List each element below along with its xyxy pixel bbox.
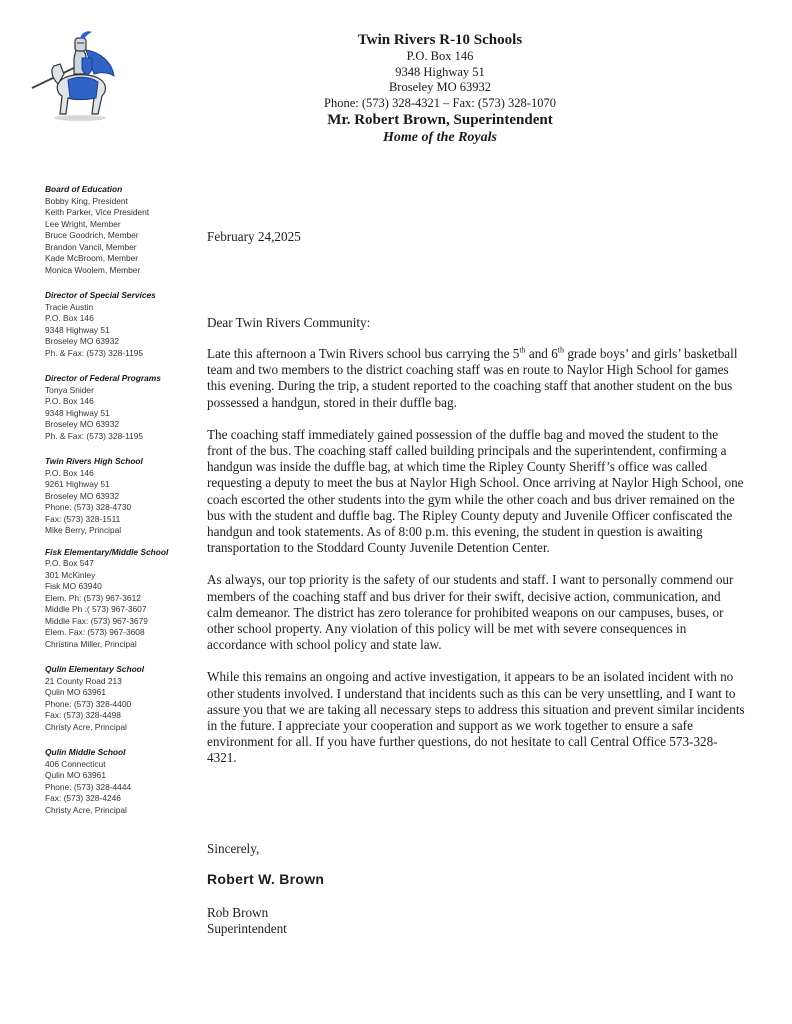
directory-line: Phone: (573) 328-4730 — [45, 502, 132, 512]
directory-section-heading: Fisk Elementary/Middle School — [45, 546, 169, 557]
directory-line: 406 Connecticut — [45, 758, 106, 769]
directory-section-heading: Qulin Elementary School — [45, 664, 145, 674]
directory-line: Broseley MO 63932 — [45, 336, 120, 346]
directory-section — [45, 290, 195, 359]
directory-line: Broseley MO 63932 — [45, 419, 120, 429]
signer-name: Rob Brown — [207, 905, 269, 920]
directory-line: 21 County Road 213 — [45, 675, 122, 686]
paragraph-2: The coaching staff immediately gained possession of the duffle bag and moved the student to the front of the bus. The coaching staff called building principals and the superintendent, confirming a handgun was inside the duffle bag, at which time the Ripley County Sheriff’s office was called requesting a deputy to meet the bus at Naylor High School. Once arriving at Naylor High School, one coach escorted the other students into the gym while the other coach and bus driver remained on the bus with the student and duffle bag. The Ripley County deputy and Juvenile Officer confiscated the handgun and took statements. As of 8:00 p.m. this evening, the student in question is awaiting transportation to the Stoddard County Juvenile Detention Center. — [207, 426, 744, 556]
directory-section — [45, 747, 195, 816]
letterhead — [270, 31, 610, 146]
directory-section — [45, 664, 195, 733]
directory-section-heading: Director of Special Services — [45, 290, 156, 300]
directory-line: 9261 Highway 51 — [45, 479, 110, 489]
directory-section — [45, 456, 195, 537]
directory-line: Christina Miller, Principal — [45, 638, 137, 649]
signer-block — [207, 905, 287, 937]
directory-line: Bruce Goodrich, Member — [45, 230, 139, 240]
directory-section-heading: Twin Rivers High School — [45, 456, 143, 466]
directory-line: Fisk MO 63940 — [45, 581, 102, 591]
directory-section — [45, 547, 195, 651]
directory-line: Broseley MO 63932 — [45, 490, 120, 501]
directory-line: Bobby King, President — [45, 195, 128, 206]
directory-line: Mike Berry, Principal — [45, 525, 122, 535]
street-address: 9348 Highway 51 — [395, 64, 485, 79]
directory-line: Brandon Vancil, Member — [45, 241, 137, 252]
directory-section — [45, 184, 195, 276]
directory-line: Elem. Ph: (573) 967-3612 — [45, 592, 141, 603]
directory-line: P.O. Box 547 — [45, 558, 94, 568]
superintendent-name: Mr. Robert Brown, Superintendent — [327, 112, 553, 128]
directory-line: Middle Ph :( 573) 967-3607 — [45, 604, 147, 614]
directory-line: 9348 Highway 51 — [45, 407, 110, 418]
organization-name: Twin Rivers R-10 Schools — [357, 32, 523, 48]
staff-directory-sidebar — [45, 184, 195, 830]
directory-line: Phone: (573) 328-4400 — [45, 698, 132, 709]
directory-line: Qulin MO 63961 — [45, 770, 106, 780]
directory-line: Kade McBroom, Member — [45, 253, 139, 263]
directory-line: Christy Acre, Principal — [45, 804, 127, 815]
tagline: Home of the Royals — [383, 130, 497, 145]
directory-line: Fax: (573) 328-4246 — [45, 793, 121, 803]
letter-date: February 24,2025 — [207, 229, 301, 244]
directory-section-heading: Director of Federal Programs — [45, 373, 161, 383]
directory-line: Middle Fax: (573) 967-3679 — [45, 615, 148, 626]
directory-line: Phone: (573) 328-4444 — [45, 781, 132, 792]
letter-paragraphs — [207, 346, 747, 783]
directory-line: Fax: (573) 328-4498 — [45, 710, 121, 720]
po-box: P.O. Box 146 — [406, 49, 474, 63]
directory-line: Fax: (573) 328-1511 — [45, 513, 121, 524]
signature: Robert W. Brown — [207, 871, 325, 887]
city-state-zip: Broseley MO 63932 — [388, 80, 492, 94]
directory-line: P.O. Box 146 — [45, 467, 94, 478]
directory-line: 301 McKinley — [45, 569, 96, 580]
directory-section — [45, 373, 195, 442]
directory-line: P.O. Box 146 — [45, 313, 94, 323]
directory-line: Christy Acre, Principal — [45, 721, 127, 732]
letter-body — [207, 229, 747, 937]
closing: Sincerely, — [207, 841, 260, 856]
directory-section-heading: Board of Education — [45, 184, 123, 194]
paragraph-4: While this remains an ongoing and active investigation, it appears to be an isolated incident with no other students involved. I understand that incidents such as this can be very unsettling, and I want to assure you that we are taking all necessary steps to address this situation and prevent similar incidents in the future. I appreciate your cooperation and support as we work together to ensure a safe environment for all. If you have further questions, do not hesitate to call Central Office 573-328-4321. — [207, 669, 745, 766]
directory-line: Tracie Austin — [45, 301, 94, 312]
directory-line: Ph. & Fax: (573) 328-1195 — [45, 430, 144, 441]
directory-line: Ph. & Fax: (573) 328-1195 — [45, 347, 144, 358]
directory-line: Elem. Fax: (573) 967-3608 — [45, 627, 145, 637]
directory-line: Tonya Snider — [45, 384, 94, 395]
directory-line: Qulin MO 63961 — [45, 687, 106, 697]
directory-line: P.O. Box 146 — [45, 396, 94, 406]
directory-line: Lee Wright, Member — [45, 218, 121, 229]
paragraph-3: As always, our top priority is the safety of our students and staff. I want to personally commend our members of the coaching staff and bus driver for their swift, decisive action, communication, and calm demeanor. The district has zero tolerance for prohibited weapons on our campuses, buses, or other school property. Any violation of this policy will be met with severe consequences in accordance with school policy and state law. — [207, 572, 734, 653]
directory-line: 9348 Highway 51 — [45, 324, 110, 335]
directory-line: Keith Parker, Vice President — [45, 207, 150, 217]
salutation: Dear Twin Rivers Community: — [207, 315, 371, 330]
phone-fax: Phone: (573) 328-4321 – Fax: (573) 328-1070 — [324, 95, 556, 110]
directory-section-heading: Qulin Middle School — [45, 747, 126, 757]
signer-title: Superintendent — [207, 921, 287, 937]
paragraph-1: Late this afternoon a Twin Rivers school bus carrying the 5th and 6th grade boys’ and girls’ basketball team and two members to the district coaching staff was en route to Naylor High School for games this evening. During the trip, a student reported to the coaching staff that another student on the bus possessed a handgun, stored in their duffle bag. — [207, 345, 738, 410]
royal-knight-on-horse-icon — [28, 28, 124, 124]
directory-line: Monica Woolem, Member — [45, 264, 141, 275]
